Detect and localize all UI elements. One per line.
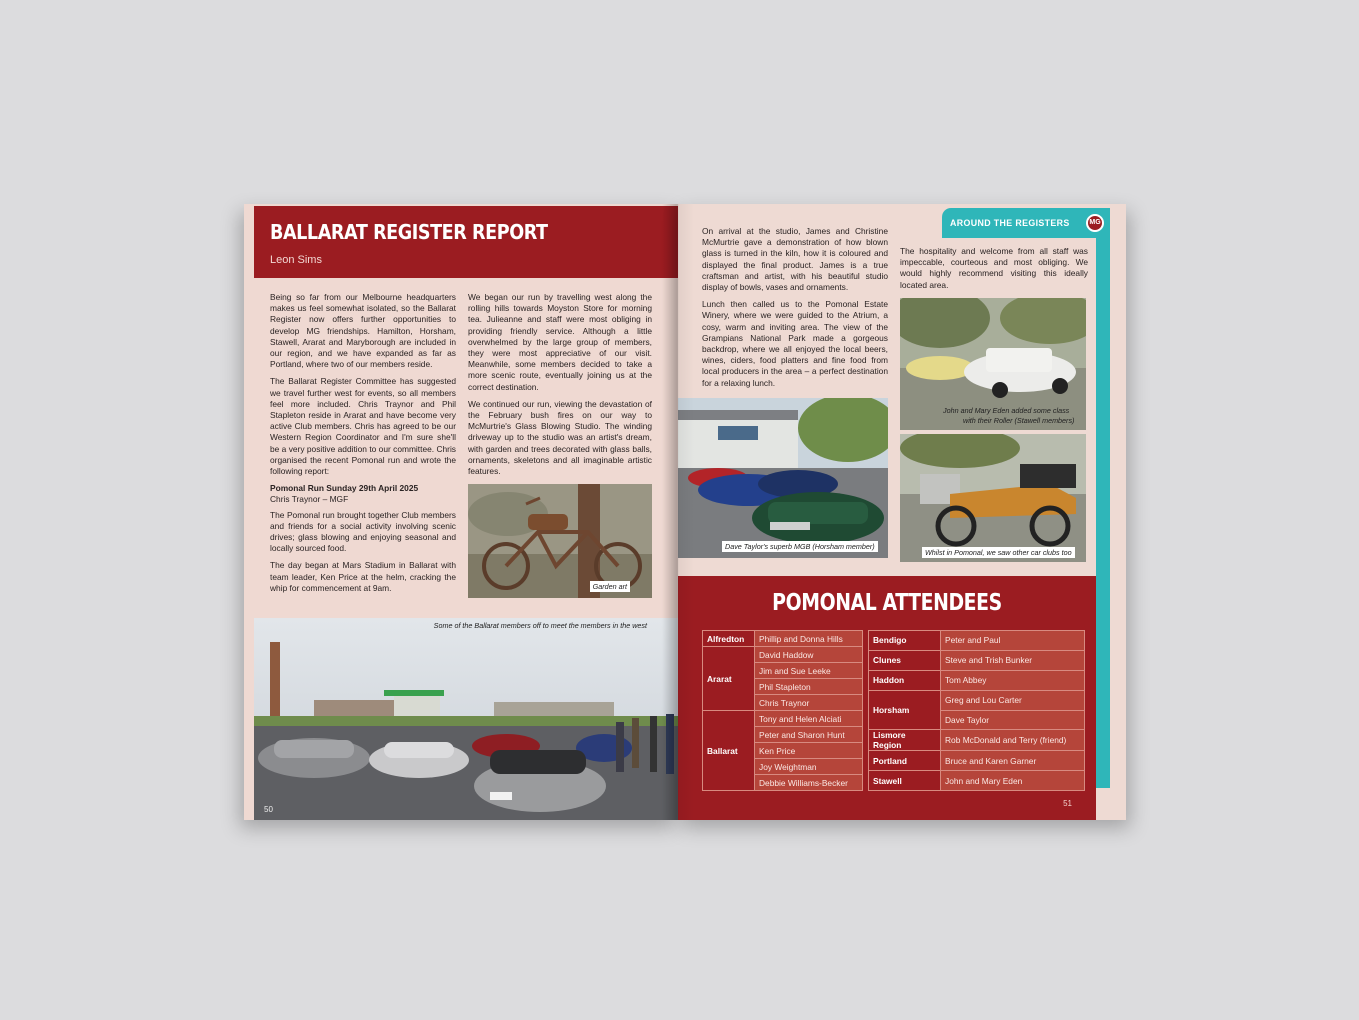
- attendee-name: Bruce and Karen Garner: [941, 751, 1085, 771]
- caption-roller-line-1: John and Mary Eden added some class: [943, 406, 1070, 415]
- attendee-town: Clunes: [869, 650, 941, 670]
- attendee-row: [703, 711, 863, 727]
- left-column-1: [270, 292, 456, 600]
- attendee-name: Steve and Trish Bunker: [941, 650, 1085, 670]
- attendee-name: Phil Stapleton: [755, 679, 863, 695]
- right-column-2: [900, 246, 1088, 297]
- attendee-name: Phillip and Donna Hills: [755, 631, 863, 647]
- paragraph: We began our run by travelling west along the rolling hills towards Moyston Store for morning tea. Julieanne and staff were most obliging in providing friendly service. Although a little overwhelmed by the large group of members, they were most appreciative of our visit. Meanwhile, some members decided to take a more scenic route, eventually joining us at the correct destination.: [468, 292, 652, 392]
- attendee-name: Chris Traynor: [755, 695, 863, 711]
- attendee-town: Bendigo: [869, 631, 941, 651]
- left-page: [244, 204, 678, 820]
- right-page: [678, 204, 1126, 820]
- members-cars-image: [254, 618, 678, 820]
- attendee-row: [869, 670, 1085, 690]
- attendee-town: Lismore Region: [869, 730, 941, 751]
- roller-photo: [900, 298, 1086, 430]
- attendee-row: [869, 771, 1085, 791]
- attendee-name: Ken Price: [755, 743, 863, 759]
- ballarat-members-photo: [254, 618, 678, 820]
- attendee-town: Haddon: [869, 670, 941, 690]
- attendee-row: [869, 650, 1085, 670]
- vintage-car-photo: [900, 434, 1086, 562]
- attendee-name: Tom Abbey: [941, 670, 1085, 690]
- section-tab-label: AROUND THE REGISTERS: [950, 218, 1070, 229]
- attendee-town: Alfredton: [703, 631, 755, 647]
- attendees-table-left: [702, 630, 863, 791]
- mgb-image: [678, 398, 888, 558]
- mg-logo-icon: MG: [1086, 214, 1104, 232]
- attendee-town: Ararat: [703, 647, 755, 711]
- attendee-name: Debbie Williams-Becker: [755, 775, 863, 791]
- attendee-name: Joy Weightman: [755, 759, 863, 775]
- magazine-spread: [244, 204, 1126, 820]
- paragraph: The Pomonal run brought together Club members and friends for a social activity involving scenic drives; glass blowing and enjoying seasonal and locally sourced food.: [270, 509, 456, 554]
- right-column-1: [702, 226, 888, 395]
- article-author: Leon Sims: [270, 254, 322, 266]
- left-column-2: [468, 292, 652, 483]
- paragraph: We continued our run, viewing the devastation of the February bush fires on our way to McMurtrie's Glass Blowing Studio. The winding driveway up to the studio was an artist's dream, with garden and trees decorated with glass balls, ornaments, skeletons and all imaginable artistic features.: [468, 398, 652, 477]
- caption-roller-line-2: with their Roller (Stawell members): [963, 416, 1075, 425]
- section-tab: [942, 208, 1110, 238]
- attendee-row: [869, 730, 1085, 751]
- caption-garden-art: Garden art: [590, 581, 630, 592]
- attendee-name: Rob McDonald and Terry (friend): [941, 730, 1085, 751]
- caption-mgb: Dave Taylor's superb MGB (Horsham member): [722, 541, 878, 552]
- mgb-photo: [678, 398, 888, 558]
- attendee-name: David Haddow: [755, 647, 863, 663]
- paragraph: The day began at Mars Stadium in Ballarat with team leader, Ken Price at the helm, cracking the whip for commencement at 9am.: [270, 560, 456, 593]
- page-number-left: 50: [264, 805, 273, 814]
- attendee-row: [869, 631, 1085, 651]
- caption-other-clubs: Whilst in Pomonal, we saw other car clubs too: [922, 547, 1075, 558]
- attendee-name: John and Mary Eden: [941, 771, 1085, 791]
- article-header: [254, 206, 678, 278]
- attendee-name: Greg and Lou Carter: [941, 690, 1085, 710]
- report-author: Chris Traynor – MGF: [270, 494, 349, 505]
- attendees-table-right: [868, 630, 1085, 791]
- attendees-title: POMONAL ATTENDEES: [772, 590, 1002, 616]
- paragraph: The hospitality and welcome from all staff was impeccable, courteous and most obliging. We would highly recommend visiting this ideally located area.: [900, 246, 1088, 290]
- attendee-row: [703, 631, 863, 647]
- attendee-name: Peter and Paul: [941, 631, 1085, 651]
- garden-art-photo: [468, 484, 652, 598]
- attendee-name: Tony and Helen Alciati: [755, 711, 863, 727]
- attendee-town: Horsham: [869, 690, 941, 730]
- attendees-section: [678, 576, 1096, 820]
- article-title: BALLARAT REGISTER REPORT: [270, 220, 548, 244]
- report-subheading: Pomonal Run Sunday 29th April 2025: [270, 483, 419, 494]
- paragraph: Being so far from our Melbourne headquarters makes us feel somewhat isolated, so the Ballarat Register now offers further opportunities to develop MG friendships. Hamilton, Horsham, Stawell, Ararat and Maryborough are included in our region, and we have expanded as far as Portland, where two of our members reside.: [270, 292, 456, 370]
- attendee-town: Ballarat: [703, 711, 755, 791]
- attendee-row: [869, 751, 1085, 771]
- attendee-name: Dave Taylor: [941, 710, 1085, 730]
- caption-ballarat-members: Some of the Ballarat members off to meet the members in the west: [433, 621, 647, 630]
- paragraph: The Ballarat Register Committee has suggested we travel further west for events, so all members feel more included. Chris Traynor and Phil Stapleton reside in Ararat and have become very active Club members. Chris has agreed to be our Western Region Coordinator and I'm sure she'll be a very positive addition to our committee. Chris organised the recent Pomonal run and wrote the following report:: [270, 376, 456, 477]
- paragraph: Lunch then called us to the Pomonal Estate Winery, where we were guided to the Atrium, a cosy, warm and inviting area. The view of the Grampians National Park made a gorgeous backdrop, where we all enjoyed the local beers, wines, ciders, food platters and fine food from local producers in the area – a perfect destination for a relaxing lunch.: [702, 299, 888, 388]
- attendee-row: [703, 647, 863, 663]
- paragraph: On arrival at the studio, James and Christine McMurtrie gave a demonstration of how blown glass is turned in the kiln, how it is coloured and displayed the final product. James is a true craftsman and artist, with his beautiful studio display of bowls, vases and ornaments.: [702, 226, 888, 293]
- teal-edge-strip: [1096, 238, 1110, 788]
- vintage-car-image: [900, 434, 1086, 562]
- attendee-row: [869, 690, 1085, 710]
- attendee-town: Stawell: [869, 771, 941, 791]
- page-number-right: 51: [1063, 799, 1072, 808]
- attendee-name: Peter and Sharon Hunt: [755, 727, 863, 743]
- attendee-name: Jim and Sue Leeke: [755, 663, 863, 679]
- attendee-town: Portland: [869, 751, 941, 771]
